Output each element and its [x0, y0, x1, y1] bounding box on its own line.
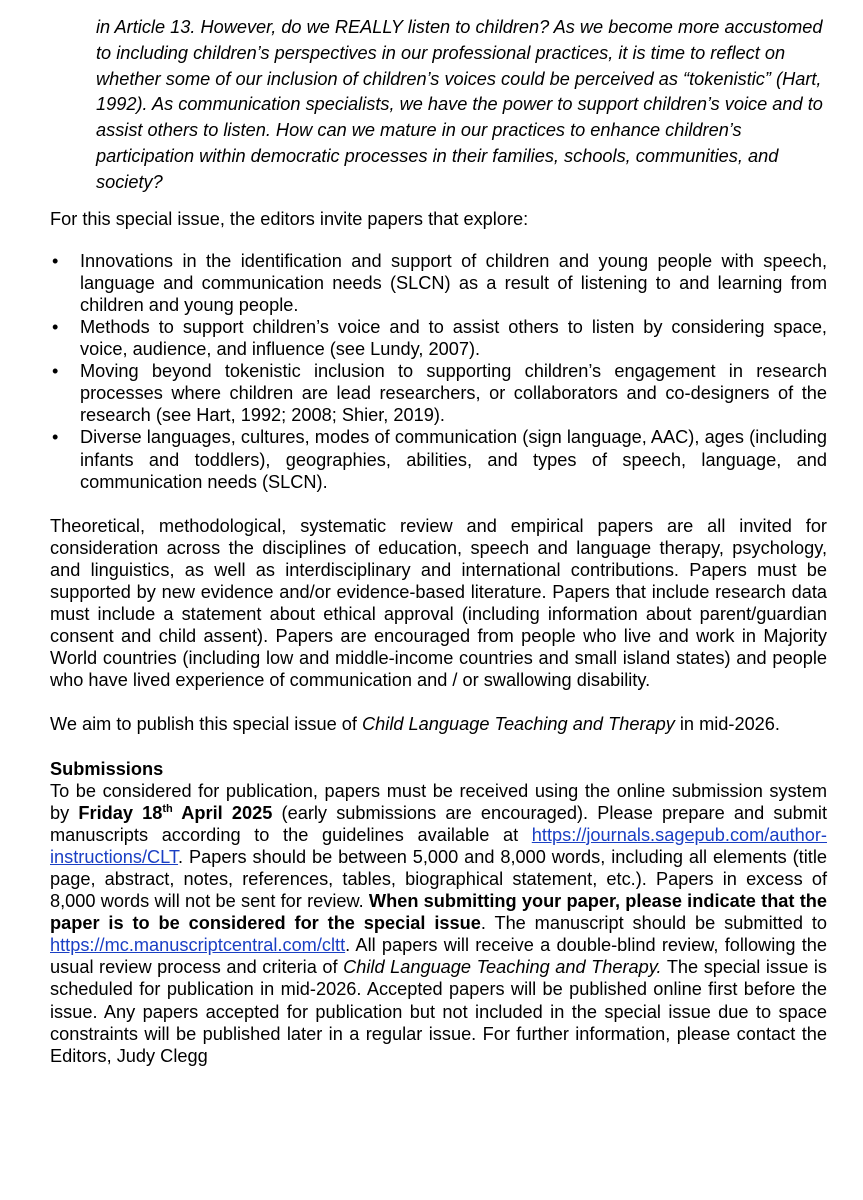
- journal-title: Child Language Teaching and Therapy: [362, 714, 675, 735]
- intro-sentence: For this special issue, the editors invite papers that explore:: [50, 208, 529, 229]
- list-item-text: Moving beyond tokenistic inclusion to supporting children’s engagement in research processes where children are lead researchers, or collaborators and co-designers of the research (see Hart, 1992; 2008; Shier, 2019).: [80, 361, 827, 426]
- bullet-icon: •: [52, 361, 59, 382]
- manuscript-central-link[interactable]: https://mc.manuscriptcentral.com/cltt: [50, 935, 346, 956]
- list-item: [50, 426, 827, 492]
- submissions-paragraph: [50, 780, 827, 1067]
- special-issue-note: When submitting your paper, please indicate that the paper is to be considered for the special issue: [50, 891, 827, 934]
- aim-text-pre: We aim to publish this special issue of: [50, 714, 363, 735]
- submissions-text-1: To be considered for publication, papers must be received using the online submission system by: [50, 780, 827, 823]
- submissions-text-3: . Papers should be between 5,000 and 8,000 words, including all elements (title page, abstract, notes, references, tables, biographical statement, etc.). Papers in excess of 8,000 words will not be sent for review.: [50, 846, 827, 912]
- topics-list: [50, 250, 827, 493]
- bullet-icon: •: [52, 316, 59, 337]
- list-item: [50, 360, 827, 426]
- bullet-icon: •: [52, 250, 59, 271]
- submissions-text-5: . All papers will receive a double-blind review, following the usual review process and criteria of: [50, 935, 827, 978]
- list-item-text: Diverse languages, cultures, modes of communication (sign language, AAC), ages (including infants and toddlers), geographies, abilities, and types of speech, language, and communication needs (SLCN).: [80, 427, 827, 492]
- bullet-icon: •: [52, 427, 59, 448]
- submissions-text-2: (early submissions are encouraged). Please prepare and submit manuscripts according to the guidelines available at: [50, 802, 827, 845]
- submissions-text-6: The special issue is scheduled for publication in mid-2026. Accepted papers will be published online first before the issue. Any papers accepted for publication but not included in the special issue due to space constraints will be published later in a regular issue. For further information, please contact the Editors, Judy Clegg: [50, 957, 828, 1066]
- submissions-heading: Submissions: [50, 758, 164, 779]
- aim-text-post: in mid-2026.: [674, 714, 780, 735]
- submissions-section: [50, 758, 827, 1067]
- journal-title-italic: Child Language Teaching and Therapy.: [343, 957, 662, 978]
- deadline: Friday 18th April 2025: [78, 802, 273, 823]
- submissions-text-4: . The manuscript should be submitted to: [480, 913, 827, 934]
- list-item: [50, 316, 827, 360]
- theoretical-paragraph: Theoretical, methodological, systematic review and empirical papers are all invited for consideration across the disciplines of education, speech and language therapy, psychology, and linguistics, as well as interdisciplinary and international contributions. Papers must be supported by new evidence and/or evidence-based literature. Papers that include research data must include a statement about ethical approval (including information about parent/guardian consent and child assent). Papers are encouraged from people who live and work in Majority World countries (including low and middle-income countries and small island states) and people who have lived experience of communication and / or swallowing disability.: [50, 515, 827, 691]
- list-item: [50, 250, 827, 316]
- author-guidelines-link[interactable]: https://journals.sagepub.com/author-instructions/CLT: [50, 824, 827, 867]
- italic-quote-paragraph: in Article 13. However, do we REALLY listen to children? As we become more accustomed to including children’s perspectives in our professional practices, it is time to reflect on whether some of our inclusion of children’s voices could be perceived as “tokenistic” (Hart, 1992). As communication specialists, we have the power to support children’s voice and to assist others to listen. How can we mature in our practices to enhance children’s participation within democratic processes in their families, schools, communities, and society?: [96, 17, 823, 192]
- list-item-text: Methods to support children’s voice and to assist others to listen by considering space, voice, audience, and influence (see Lundy, 2007).: [80, 316, 827, 360]
- publication-aim-paragraph: [50, 713, 827, 735]
- list-item-text: Innovations in the identification and support of children and young people with speech, language and communication needs (SLCN) as a result of listening to and learning from children and young people.: [80, 250, 827, 315]
